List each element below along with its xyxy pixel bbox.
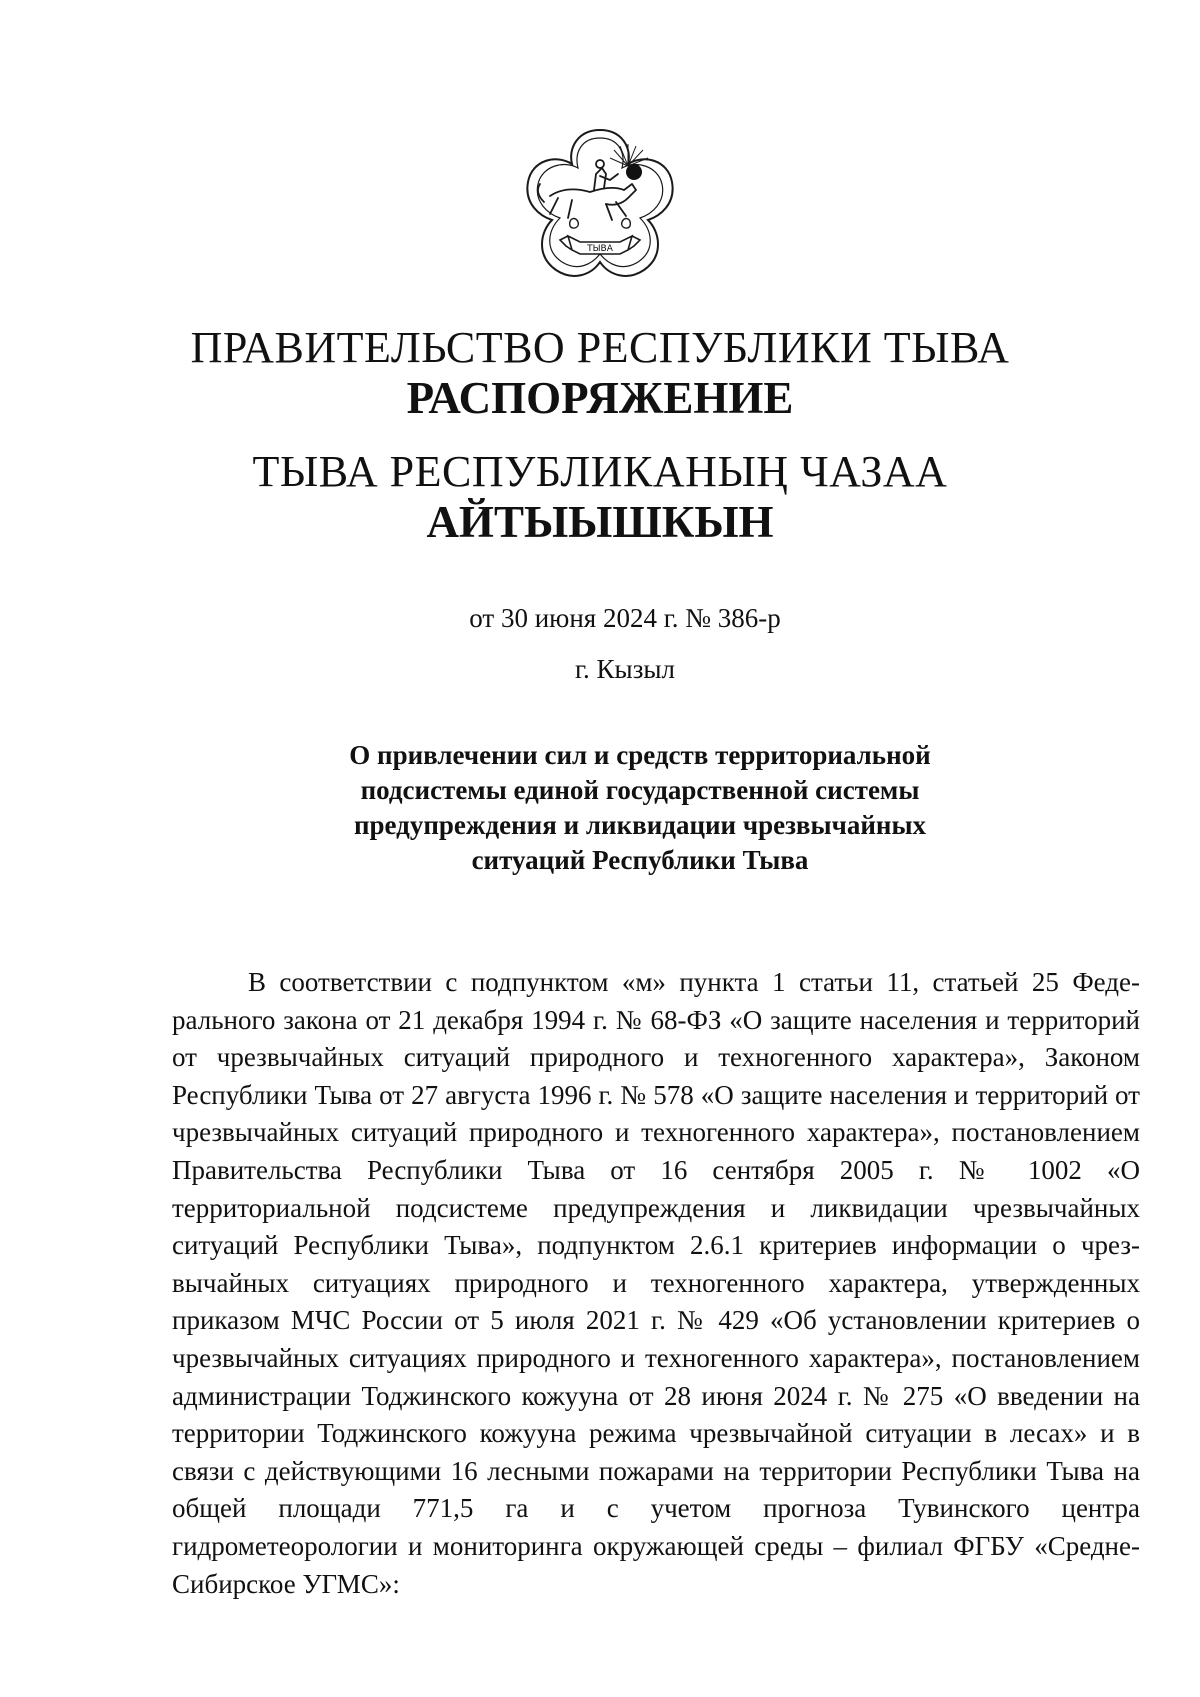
preamble-paragraph: В соответствии с подпунктом «м» пункта 1 статьи 11, статьей 25 Федерального закона от 21 декабря 1994 г. № 68-ФЗ «О защите населения и территорий от чрезвычайных ситуаций природного и техногенного характера», Законом Республики Тыва от 27 августа 1996 г. № 578 «О защите населения и территорий от чрезвычайных ситуаций природного и техногенного характера», постановлением Правительства Республики Тыва от 16 сентября 2005 г. № 1002 «О территориальной подсистеме предупреждения и ликвидации чрезвычайных ситуаций Республики Тыва», подпунктом 2.6.1 критериев информации о чрезвычайных ситуациях природного и техногенного характера, утвержденных приказом МЧС России от 5 июля 2021 г. № 429 «Об установлении критериев о чрезвычайных ситуациях природного и техногенного характера», постановлением администрации Тоджинского кожууна от 28 июня 2024 г. № 275 «О введении на территории Тоджинского кожууна режима чрезвычайной ситуации в лесах» и в связи с действующими 16 лесными пожарами на территории Республики Тыва на общей площади 771,5 га и с учетом прогноза Тувинского центра гидрометеорологии и мониторинга окружающей среды – филиал ФГБУ «Средне-Сибирское УГМС»:	[172, 967, 1140, 1599]
subject-line: О привлечении сил и средств территориальной	[349, 740, 931, 770]
document-subject	[330, 738, 950, 878]
subject-line: ситуаций Республики Тыва	[471, 845, 809, 875]
document-city: г. Кызыл	[575, 654, 675, 684]
coat-of-arms-icon	[510, 118, 690, 298]
document-type-ru: РАСПОРЯЖЕНИЕ	[406, 373, 794, 423]
document-date-number: от 30 июня 2024 г. № 386-р	[469, 603, 781, 633]
subject-line: подсистемы единой государственной системы	[360, 775, 920, 805]
coat-of-arms-graphic	[510, 118, 690, 298]
document-type-tyv: АЙТЫЫШКЫН	[426, 497, 774, 547]
subject-line: предупреждения и ликвидации чрезвычайных	[353, 810, 927, 840]
government-title-ru: ПРАВИТЕЛЬСТВО РЕСПУБЛИКИ ТЫВА	[190, 323, 1010, 372]
government-title-tyv: ТЫВА РЕСПУБЛИКАНЫҢ ЧАЗАА	[252, 447, 948, 496]
emblem-ribbon-text: ТЫВА	[587, 244, 613, 254]
